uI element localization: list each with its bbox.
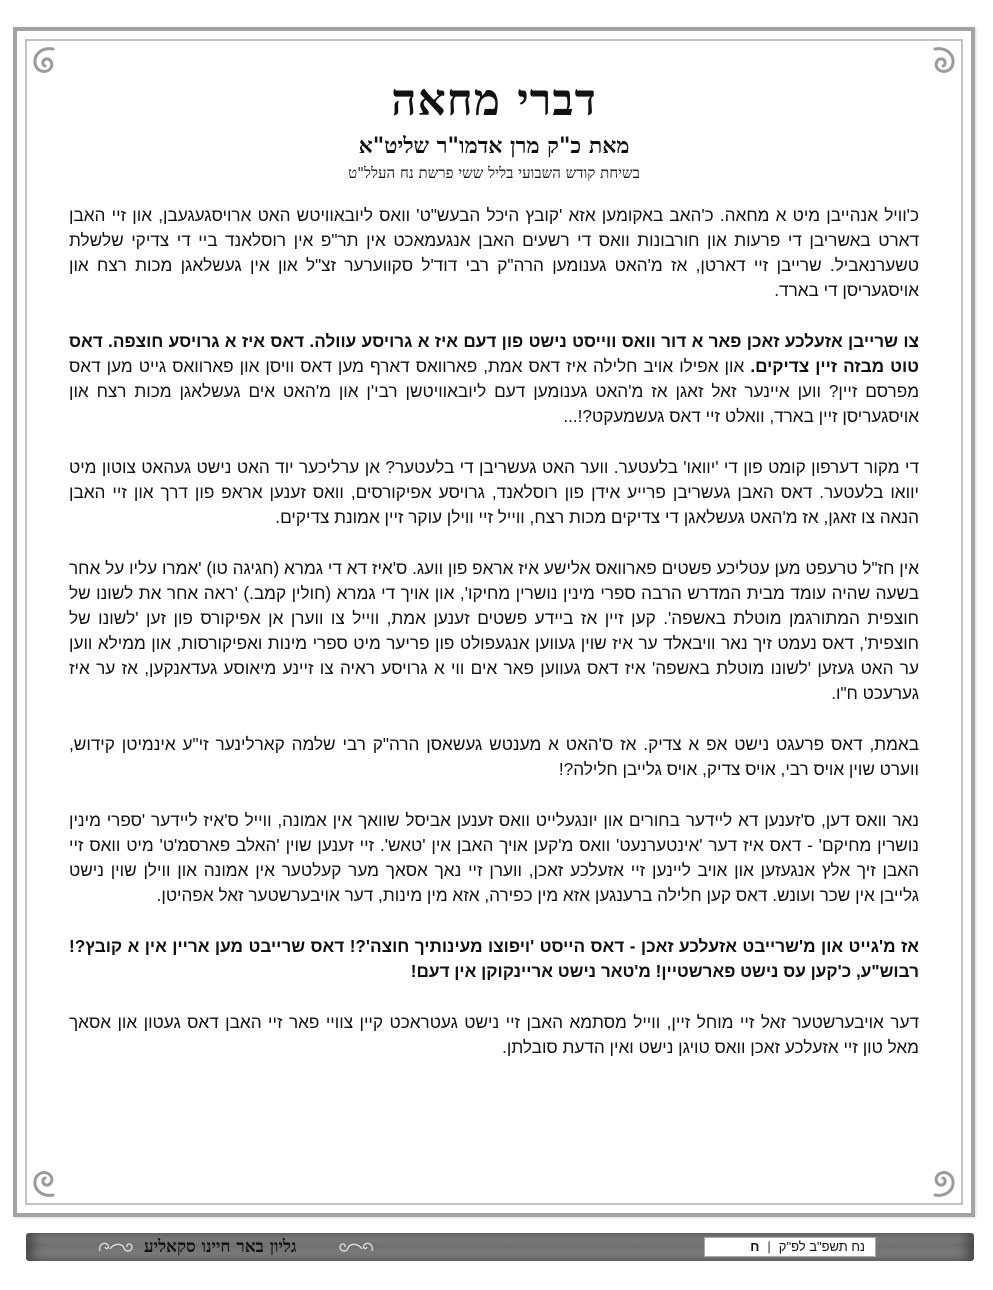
paragraph	[69, 732, 919, 782]
page-frame	[13, 27, 975, 1217]
document-header	[17, 73, 971, 183]
footer-bar	[26, 1233, 974, 1261]
parsha-date: נח תשפ"ב לפ"ק	[778, 1239, 865, 1254]
paragraph-bold: אז מ'גייט און מ'שרייבט אזעלכע זאכן - דאס הייסט 'ויפוצו מעינותיך חוצה'?! דאס שרייבט מען אריין אין א קובץ?! רבוש"ע, כ'קען עס נישט פארשטיין! מ'טאר נישט אריינקוקן אין דעם!	[69, 936, 919, 981]
paragraph	[69, 1010, 919, 1060]
paragraph-text: נאר וואס דען, ס'זענען דא לײדער בחורים און יונגעלייט וואס זענען אביסל שוואך אין אמונה, ווייל ס'איז לײדער 'ספרי מינין נושרין מחיקם' - דאס איז דער 'אינטערנעט' וואס מ'קען אויך האבן אין 'טאש'. זיי זענען שוין 'האלב פארסמ'ט' מיט וואס זיי האבן זיך אלץ אנגעזען און אויב ליינען זיי אזעלכע זאכן, ווערן זיי נאך אסאך מער קעלטער אין אמונה און ווילן שוין נישט גלייבן אין שכר ועונש. דאס קען חלילה ברענגען אזא מין כפירה, אזא מין מינות, דער אויבערשטער זאל אפהיטן.	[69, 810, 919, 905]
page-info-box	[704, 1237, 876, 1257]
paragraph	[69, 455, 919, 530]
document-occasion: בשיחת קודש השבועי בליל ששי פרשת נח העלל"ט	[348, 164, 640, 182]
paragraph-text: דער אויבערשטער זאל זיי מוחל זיין, ווייל מסתמא האבן זיי נישט געטראכט קיין צוויי פאר זיי האבן דאס געטון און אסאך מאל טון זיי אזעלכע זאכן וואס טויגן נישט ואין הדעת סובלתן.	[69, 1012, 919, 1057]
document-title: דברי מחאה	[391, 75, 597, 126]
corner-swirl-icon	[923, 1165, 959, 1201]
ornament-swirl-icon	[96, 1239, 136, 1255]
document-subtitle: מאת כ"ק מרן אדמו"ר שליט"א	[358, 133, 630, 159]
paragraph	[69, 934, 919, 984]
paragraph	[69, 329, 919, 429]
publication-name: גליון באר חיינו סקאליע	[144, 1237, 297, 1257]
corner-swirl-icon	[29, 1165, 65, 1201]
paragraph-text: און אפילו אויב חלילה איז דאס אמת, פארוואס דארף מען דאס וויסן און פארוואס גייט מען דאס מפרסם זיין? ווען איינער זאל זאגן אז מ'האט גענומען דעם ליובאוויטשן רבי'ן און מ'האט אים געשלאגן מכות רצח און אויסגעריסן זיין בארד, וואלט זיי דאס געשמעקט?!...	[69, 356, 919, 426]
page-number: ח	[750, 1239, 760, 1254]
paragraph	[69, 808, 919, 908]
paragraph	[69, 203, 919, 303]
paragraph	[69, 556, 919, 706]
separator: |	[767, 1239, 771, 1254]
paragraph-bold: צו שרייבן אזעלכע זאכן פאר א דור וואס ווייסט נישט פון דעם איז א גרויסע עוולה. דאס איז א גרויסע חוצפה. דאס טוט מבזה זיין צדיקים.	[69, 331, 919, 376]
ornament-swirl-icon	[336, 1239, 376, 1255]
paragraph-text: באמת, דאס פרעגט נישט אפ א צדיק. אז ס'האט א מענטש געשאסן הרה"ק רבי שלמה קארלינער זי"ע אינמיטן קידוש, ווערט שוין אויס רבי, אויס צדיק, אויס גלייבן חלילה?!	[69, 734, 919, 779]
paragraph-text: כ'וויל אנהייבן מיט א מחאה. כ'האב באקומען אזא 'קובץ היכל הבעש"ט' וואס ליובאוויטש האט ארויסגעגעבן, און זיי האבן דארט באשריבן די פרעות און חורבונות וואס די רשעים האבן אנגעמאכט אין תר"פ אין רוסלאנד ביי די צדיקי שלשלת טשערנאביל. שרייבן זיי דארטן, אז מ'האט גענומען הרה"ק רבי דוד'ל סקווערער זצ"ל און אין געשלאגן מכות רצח און אויסגעריסן די בארד.	[69, 205, 919, 300]
document-body	[69, 203, 919, 1086]
paragraph-text: די מקור דערפון קומט פון די 'יוואו' בלעטער. ווער האט געשריבן די בלעטער? אן ערליכער יוד האט נישט געהאט צוטון מיט יוואו בלעטער. דאס האבן געשריבן פרייע אידן פון רוסלאנד, גרויסע אפיקורסים, וואס זענען אראפ פון דרך און זיי האבן הנאה צו זאגן, אז מ'האט געשלאגן די צדיקים מכות רצח, ווייל זיי ווילן עוקר זיין אמונת צדיקים.	[69, 457, 919, 527]
paragraph-text: אין חז"ל טרעפט מען עטליכע פשטים פארוואס אלישע איז אראפ פון וועג. ס'איז דא די גמרא (חגיגה טו) 'אמרו עליו על אחר בשעה שהיה עומד מבית המדרש הרבה ספרי מינין נושרין מחיקו', און אויך די גמרא (חולין קמב.) 'ראה אחר את לשונו של חוצפית המתורגמן מוטלת באשפה'. קען זיין אז ביידע פשטים זענען אמת, ווייל צו ווערן אן אפיקורס פון זען 'לשונו של חוצפית', דאס נעמט זיך נאר וויבאלד ער איז שוין געווען אנגעפולט פון פריער מיט ספרי מינות ואפיקורסות, און ממילא ווען ער האט געזען 'לשונו מוטלת באשפה' איז דאס געווען פאר אים ווי א גרויסע ראיה צו זיינע מיאוסע געדאנקען, אז ער איז גערעכט ח"ו.	[69, 558, 919, 703]
